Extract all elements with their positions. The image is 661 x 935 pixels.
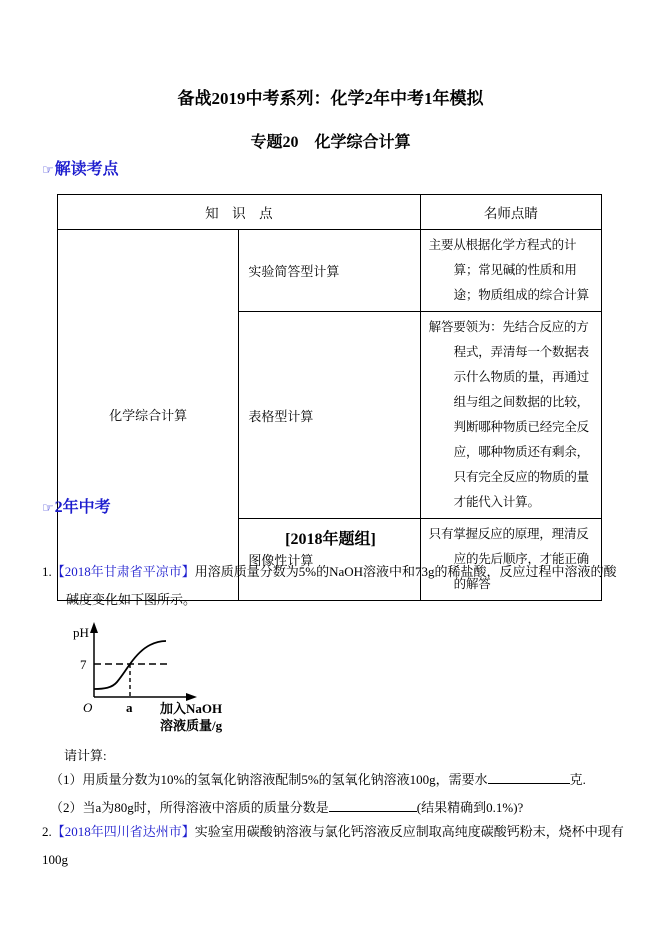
x-axis-arrow-icon	[186, 693, 197, 701]
question-text: 实验室用碳酸钠溶液与氯化钙溶液反应制取高纯度碳酸钙粉末，烧杯中现有100g	[42, 824, 624, 867]
table-cell-topic: 图像性计算	[239, 519, 420, 601]
y-axis-arrow-icon	[90, 622, 98, 633]
question-1-sub-1	[50, 766, 640, 794]
origin-label: O	[83, 700, 93, 715]
x-axis-label-line1: 加入NaOH	[160, 701, 223, 716]
question-text: 用溶质质量分数为5%的NaOH溶液中和73g的稀盐酸，反应过程中溶液的酸碱度变化如下图所示。	[66, 564, 617, 607]
section-header-label: 2年中考	[54, 499, 111, 516]
x-tick-a: a	[126, 700, 133, 715]
table-row	[58, 230, 602, 312]
answer-blank	[488, 769, 570, 784]
question-number: 1.	[42, 564, 52, 579]
table-cell-topic: 表格型计算	[239, 312, 420, 519]
question-2	[42, 818, 648, 874]
question-source: 【2018年甘肃省平凉市】	[51, 564, 195, 579]
ph-titration-chart	[70, 620, 280, 742]
y-axis-label: pH	[73, 625, 89, 640]
section-header-two-year-exam	[42, 494, 111, 517]
pointing-finger-icon: ☞	[42, 163, 54, 178]
sub-question-suffix: 克.	[569, 772, 586, 787]
table-category-cell: 化学综合计算	[58, 230, 239, 601]
question-number: 2.	[42, 824, 52, 839]
answer-blank	[329, 797, 417, 812]
x-axis-label-line2: 溶液质量/g	[160, 718, 223, 733]
table-header-row	[58, 195, 602, 230]
page-subtitle: 专题20 化学综合计算	[250, 134, 411, 151]
table-cell-tip: 只有掌握反应的原理，理清反应的先后顺序，才能正确的解答	[428, 527, 589, 591]
sub-question-text: （2）当a为80g时，所得溶液中溶质的质量分数是	[50, 800, 329, 815]
page-title: 备战2019中考系列：化学2年中考1年模拟	[177, 89, 484, 108]
sub-question-text: （1）用质量分数为10%的氢氧化钠溶液配制5%的氢氧化钠溶液100g，需要水	[50, 772, 488, 787]
section-header-label: 解读考点	[54, 161, 119, 178]
question-1	[42, 558, 629, 614]
section-header-exam-points	[42, 156, 119, 179]
table-cell-tip: 主要从根据化学方程式的计算；常见碱的性质和用途；物质组成的综合计算	[428, 238, 589, 302]
ph-chart-svg	[70, 620, 280, 742]
table-cell-tip: 解答要领为：先结合反应的方程式，弄清每一个数据表示什么物质的量，再通过组与组之间数据的比较，判断哪种物质已经完全反应，哪种物质还有剩余，只有完全反应的物质的量才能代入计算。	[428, 320, 589, 509]
year-group-title: [2018年题组]	[285, 531, 376, 548]
pointing-finger-icon: ☞	[42, 501, 54, 516]
table-cell-topic: 实验简答型计算	[239, 230, 420, 312]
question-source: 【2018年四川省达州市】	[51, 824, 195, 839]
sub-question-suffix: (结果精确到0.1%)?	[416, 800, 524, 815]
calc-prompt: 请计算:	[64, 748, 107, 763]
table-header-knowledge: 知 识 点	[58, 195, 421, 230]
y-tick-7: 7	[80, 657, 87, 672]
table-header-tips: 名师点睛	[420, 195, 601, 230]
